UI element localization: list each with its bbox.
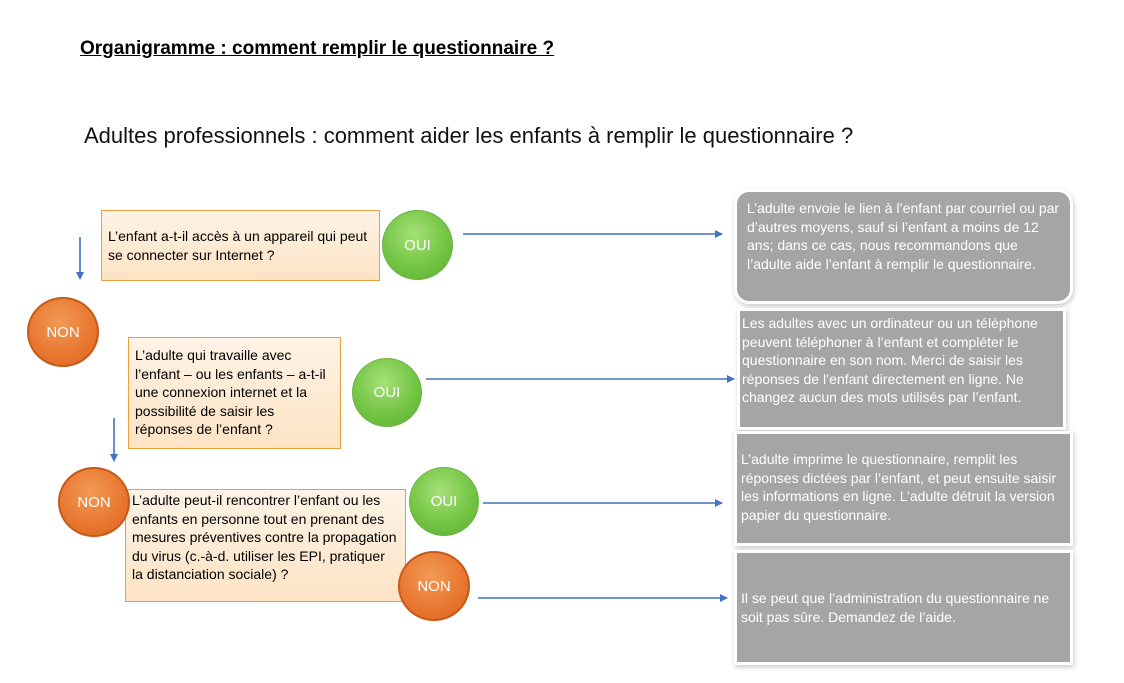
question-box-in-person-meeting: [125, 489, 406, 602]
yes-node-2: [352, 358, 422, 427]
answer-text-print-questionnaire: L’adulte imprime le questionnaire, remplit les réponses dictées par l’enfant, et peut ensuite saisir les informations en ligne. L’adulte détruit la version papier du questionnaire.: [741, 451, 1057, 523]
yes-label: OUI: [404, 236, 431, 254]
no-node-2: [58, 467, 130, 537]
answer-box-print-questionnaire: [737, 434, 1070, 543]
question-text-adult-connection: L’adulte qui travaille avec l’enfant – ou les enfants – a-t-il une connexion internet et la possibilité de saisir les réponses de l’enfant ?: [135, 347, 326, 437]
no-node-3: [398, 551, 470, 621]
question-text-device-access: L’enfant a-t-il accès à un appareil qui peut se connecter sur Internet ?: [108, 228, 368, 263]
question-box-adult-connection: [128, 337, 341, 449]
yes-node-1: [382, 210, 453, 280]
answer-text-phone-child: Les adultes avec un ordinateur ou un téléphone peuvent téléphoner à l’enfant et compléter le questionnaire en son nom. Merci de saisir les réponses de l’enfant directement en ligne. Ne changez aucun des mots utilisés par l’enfant.: [742, 315, 1038, 405]
answer-box-ask-help: [737, 553, 1070, 662]
no-node-1: [27, 297, 99, 367]
page-subtitle: Adultes professionnels : comment aider les enfants à remplir le questionnaire ?: [84, 123, 854, 148]
no-label: NON: [46, 323, 80, 341]
answer-box-send-link: [737, 192, 1070, 301]
answer-text-ask-help: Il se peut que l’administration du questionnaire ne soit pas sûre. Demandez de l’aide.: [741, 590, 1050, 625]
answer-box-phone-child: [740, 311, 1063, 427]
yes-node-3: [409, 467, 479, 536]
question-box-device-access: [101, 210, 380, 281]
page-title: Organigramme : comment remplir le questionnaire ?: [80, 38, 555, 59]
question-text-in-person-meeting: L’adulte peut-il rencontrer l’enfant ou les enfants en personne tout en prenant des mesures préventives contre la propagation du virus (c.-à-d. utiliser les EPI, pratiquer la distanciation sociale) ?: [132, 492, 397, 582]
yes-label: OUI: [430, 493, 458, 510]
no-label: NON: [417, 577, 451, 595]
no-label: NON: [77, 493, 111, 511]
yes-label: OUI: [373, 384, 401, 401]
answer-text-send-link: L’adulte envoie le lien à l’enfant par courriel ou par d’autres moyens, sauf si l’enfant a moins de 12 ans; dans ce cas, nous recommandons que l’adulte aide l’enfant à remplir le questionnaire.: [747, 200, 1060, 272]
